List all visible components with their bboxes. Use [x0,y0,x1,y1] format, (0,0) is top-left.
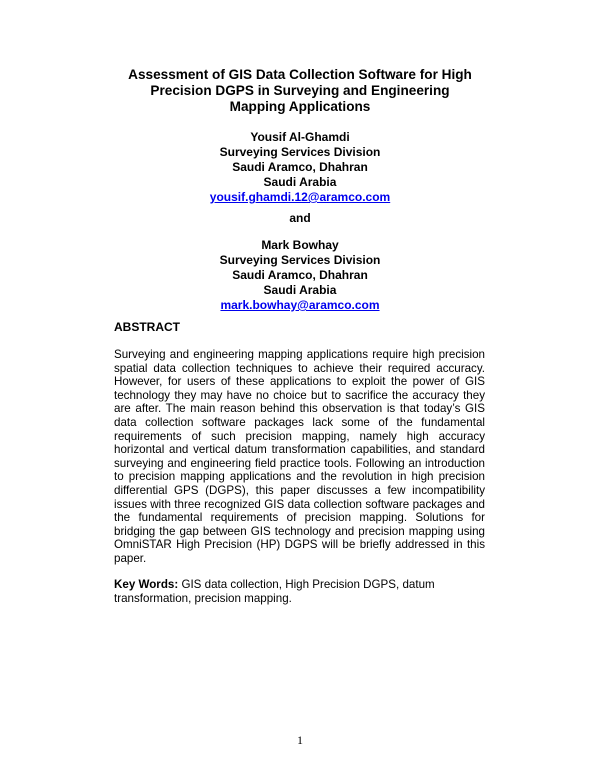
author-block-2 [150,238,450,313]
title-line: Precision DGPS in Surveying and Engineering [150,83,450,98]
author-name: Mark Bowhay [261,238,339,252]
author-division: Surveying Services Division [219,253,381,267]
keywords-paragraph [114,578,485,605]
page-number: 1 [297,733,303,747]
abstract-body: Surveying and engineering mapping applications require high precision spatial data collection techniques to achieve their required accuracy. However, for users of these applications to exploit the power of GIS technology they may have no choice but to sacrifice the accuracy they are after. The main reason behind this observation is that today’s GIS data collection software packages lack some of the fundamental requirements of such precision mapping, namely high accuracy horizontal and vertical datum transformation capabilities, and standard surveying and engineering field practice tools. Following an introduction to precision mapping applications and the revolution in high precision differential GPS (DGPS), this paper discusses a few incompatibility issues with three recognized GIS data collection software packages and the fundamental requirements of precision mapping. Solutions for bridging the gap between GIS technology and precision mapping using OmniSTAR High Precision (HP) DGPS will be briefly addressed in this paper. [114,348,485,565]
author-email-link[interactable]: yousif.ghamdi.12@aramco.com [209,190,391,204]
author-division: Surveying Services Division [219,145,381,159]
author-company: Saudi Aramco, Dhahran [232,160,368,174]
title-line: Mapping Applications [229,99,371,114]
author-email-link[interactable]: mark.bowhay@aramco.com [220,298,380,312]
author-country: Saudi Arabia [263,283,337,297]
paper-title [110,67,490,115]
author-name: Yousif Al-Ghamdi [250,130,350,144]
keywords-text: GIS data collection, High Precision DGPS, datum transformation, precision mapping. [114,578,435,605]
author-company: Saudi Aramco, Dhahran [232,268,368,282]
keywords-label: Key Words: [114,578,179,591]
author-conjunction: and [289,211,311,225]
author-block-1 [150,130,450,205]
abstract-heading: ABSTRACT [114,320,180,334]
author-country: Saudi Arabia [263,175,337,189]
title-line: Assessment of GIS Data Collection Software for High [128,67,472,82]
